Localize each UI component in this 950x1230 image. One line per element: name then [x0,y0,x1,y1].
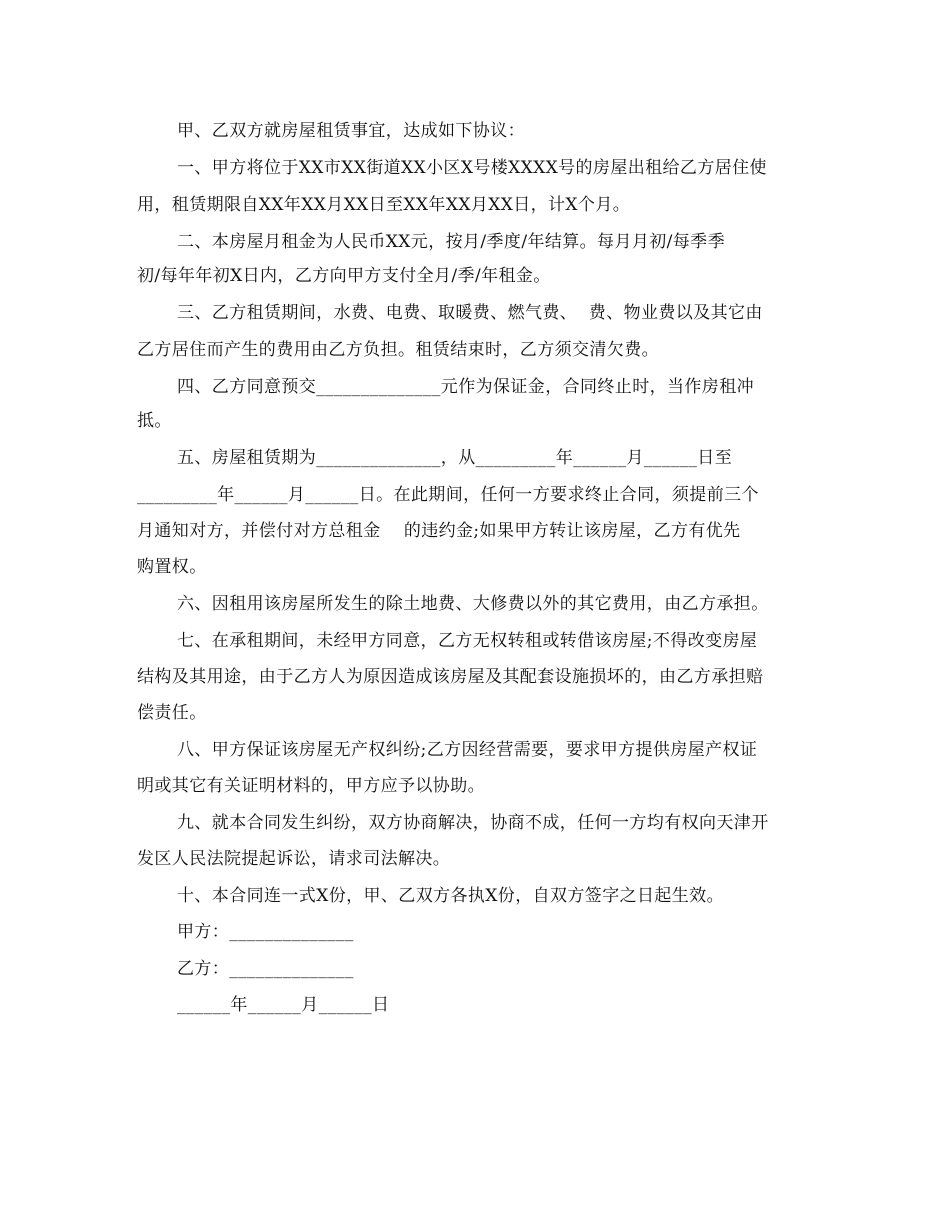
text-line-clause-7-cont-2: 偿责任。 [137,703,207,723]
text-line-clause-7: 七、在承租期间，未经甲方同意，乙方无权转租或转借该房屋;不得改变房屋 [177,631,758,651]
text-line-clause-2-cont: 初/每年年初X日内，乙方向甲方支付全月/季/年租金。 [137,266,551,286]
text-line-clause-3-cont: 乙方居住而产生的费用由乙方负担。租赁结束时，乙方须交清欠费。 [137,340,659,360]
text-line-clause-5-cont-1: _________年______月______日。在此期间，任何一方要求终止合同，须提前三个 [137,485,759,505]
text-line-clause-9-cont: 发区人民法院提起诉讼，请求司法解决。 [137,849,451,869]
signature-party-a: 甲方：______________ [177,922,354,942]
signature-party-b: 乙方：______________ [177,959,354,979]
text-line-clause-10: 十、本合同连一式X份，甲、乙双方各执X份，自双方签字之日起生效。 [177,886,725,906]
text-line-clause-7-cont-1: 结构及其用途，由于乙方人为原因造成该房屋及其配套设施损坏的，由乙方承担赔 [137,667,764,687]
text-line-clause-8: 八、甲方保证该房屋无产权纠纷;乙方因经营需要，要求甲方提供房屋产权证 [177,740,758,760]
text-line-clause-5: 五、房屋租赁期为______________，从_________年______月______日至 [177,448,733,468]
text-line-clause-5-cont-2: 月通知对方，并偿付对方总租金 的违约金;如果甲方转让该房屋，乙方有优先 [137,521,741,541]
text-line-clause-1: 一、甲方将位于XX市XX街道XX小区X号楼XXXX号的房屋出租给乙方居住使 [177,158,767,178]
text-line-clause-8-cont: 明或其它有关证明材料的，甲方应予以协助。 [137,776,485,796]
text-line-clause-2: 二、本房屋月租金为人民币XX元，按月/季度/年结算。每月月初/每季季 [177,232,725,252]
text-line-clause-1-cont: 用，租赁期限自XX年XX月XX日至XX年XX月XX日，计X个月。 [137,195,631,215]
text-line-clause-4-cont: 抵。 [137,411,172,431]
signature-date: ______年______月______日 [177,995,390,1015]
text-line-clause-9: 九、就本合同发生纠纷，双方协商解决，协商不成，任何一方均有权向天津开 [177,813,769,833]
text-line-clause-4: 四、乙方同意预交______________元作为保证金，合同终止时，当作房租冲 [177,377,754,397]
text-line-clause-5-cont-3: 购置权。 [137,557,207,577]
text-line-clause-3: 三、乙方租赁期间，水费、电费、取暖费、燃气费、 费、物业费以及其它由 [177,303,763,323]
text-line-intro: 甲、乙双方就房屋租赁事宜，达成如下协议： [177,121,525,141]
text-line-clause-6: 六、因租用该房屋所发生的除土地费、大修费以外的其它费用，由乙方承担。 [177,594,769,614]
